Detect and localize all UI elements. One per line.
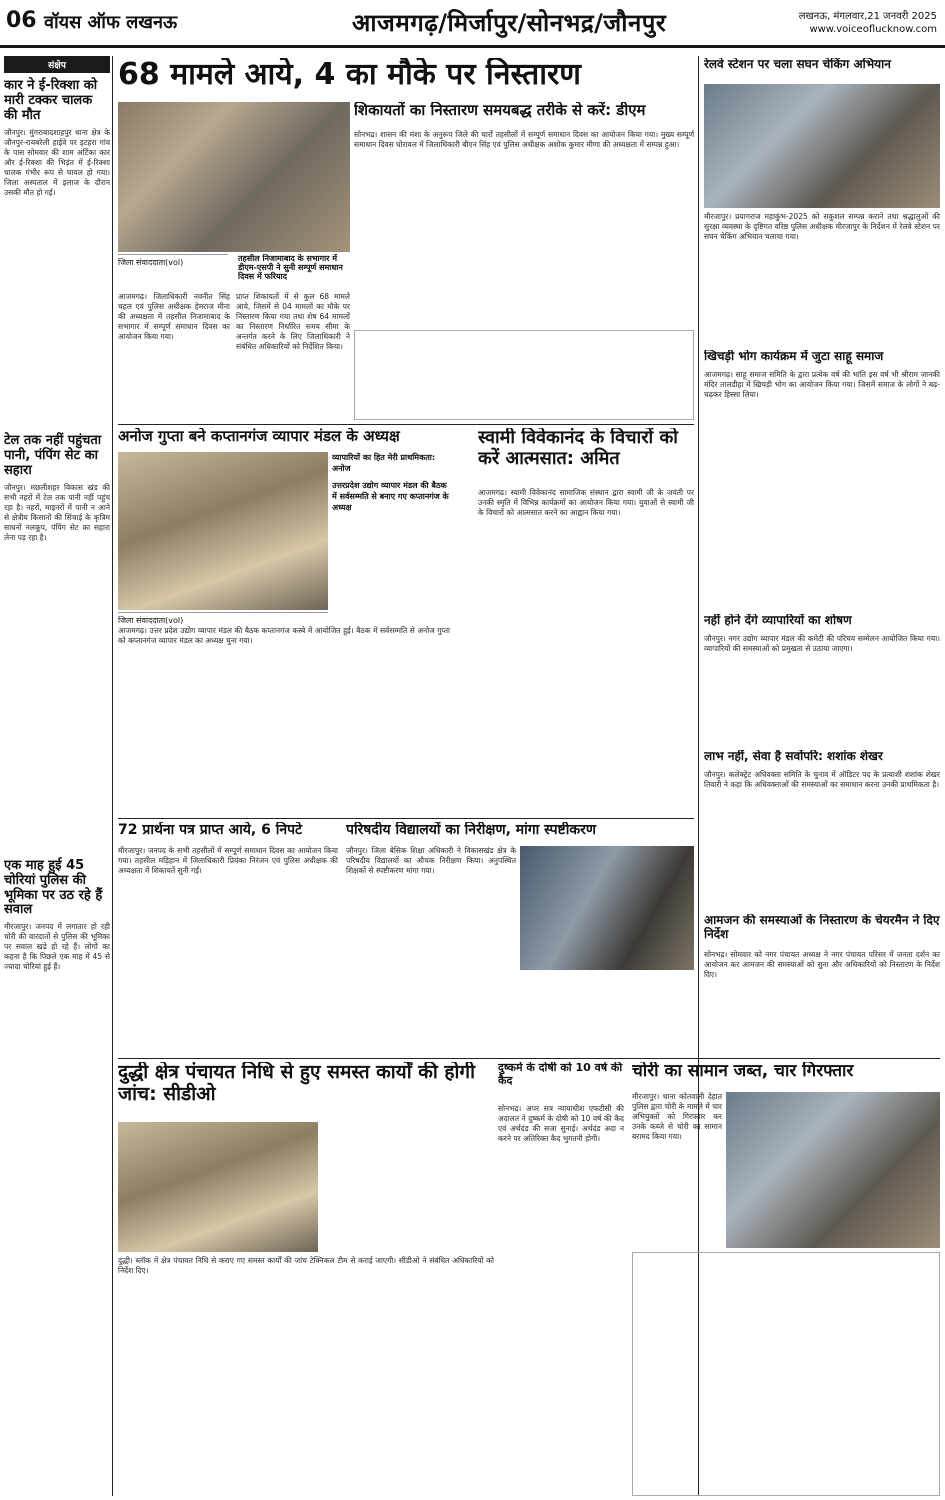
left-story2-headline: टेल तक नहीं पहुंचता पानी, पंपिंग सेट का सहारा bbox=[4, 432, 102, 478]
bottom-divider bbox=[118, 1058, 940, 1059]
bottom-story1-headline: दुद्धी क्षेत्र पंचायत निधि से हुए समस्त कार्यों की होगी जांच: सीडीओ bbox=[118, 1062, 475, 1105]
dateline bbox=[799, 10, 937, 36]
right-story5-body: सोनभद्र। सोमवार को नगर पंचायत अध्यक्ष ने नगर पंचायत परिसर में जनता दर्शन का आयोजन कर आमजन की समस्याओं को सुना और अधिकारियों को निस्तारण के निर्देश दिए। bbox=[704, 950, 940, 979]
right-story1-body: मीरजापुर। प्रयागराज महाकुंभ-2025 को सकुशल सम्पन्न कराने तथा श्रद्धालुओं की सुरक्षा व्यवस्था के दृष्टिगत वरिष्ठ पुलिस अधीक्षक मीरजापुर के निर्देशन में रेलवे स्टेशन पर सघन चेकिंग अभियान चलाया गया। bbox=[704, 212, 940, 241]
mid-story4-photo bbox=[520, 846, 694, 970]
bottom-story3-headline: चोरी का सामान जब्त, चार गिरफ्तार bbox=[632, 1062, 854, 1081]
middle-divider-2 bbox=[118, 818, 694, 819]
mid-story3-headline: 72 प्रार्थना पत्र प्राप्त आये, 6 निपटे bbox=[118, 822, 303, 838]
bottom-story1-photo bbox=[118, 1122, 318, 1252]
mid-story2-body: आजमगढ़। स्वामी विवेकानंद सामाजिक संस्थान द्वारा स्वामी जी के जयंती पर उनकी स्मृति में विभिन्न कार्यक्रमों का आयोजन किया गया। युवाओं से स्वामी जी के विचारों को आत्मसात करने का आह्वान किया गया। bbox=[478, 488, 694, 517]
left-column bbox=[4, 56, 110, 1496]
right-story3-headline: नहीं होने देंगे व्यापारियों का शोषण bbox=[704, 614, 852, 627]
mid-story2-headline: स्वामी विवेकानंद के विचारों को करें आत्मसात: अमित bbox=[478, 428, 678, 469]
bottom-story2-body: सोनभद्र। अपर सत्र न्यायाधीश एफटीसी की अदालत ने दुष्कर्म के दोषी को 10 वर्ष की कैद एवं अर्थदंड की सजा सुनाई। अर्थदंड अदा न करने पर अतिरिक्त कैद भुगतनी होगी। bbox=[498, 1104, 624, 1143]
left-story1-headline: कार ने ई-रिक्शा को मारी टक्कर चालक की मौत bbox=[4, 78, 98, 123]
right-story2-body: आजमगढ़। साहू समाज समिति के द्वारा प्रत्येक वर्ष की भांति इस वर्ष भी श्रीराम जानकी मंदिर तालडीहा में खिचड़ी भोग का आयोजन किया गया। जिसमें समाज के लोगों ने बढ़-चढ़कर हिस्सा लिया। bbox=[704, 370, 940, 399]
left-story1-body: जौनपुर। मुंगराबादशाहपुर थाना क्षेत्र के जौनपुर-रायबरेली हाईवे पर इटहरा गांव के पास सोमवार की शाम अर्टिका कार और ई-रिक्शा की भिड़ंत में ई-रिक्शा चालक गंभीर रूप से घायल हो गया। जिला अस्पताल में इलाज के दौरान उसकी मौत हो गई। bbox=[4, 127, 110, 197]
bottom-story3-photo bbox=[726, 1092, 940, 1248]
main-body-right: सोनभद्र। शासन की मंशा के अनुरूप जिले की चारों तहसीलों में सम्पूर्ण समाधान दिवस का आयोजन किया गया। मुख्य सम्पूर्ण समाधान दिवस घोरावल में जिलाधिकारी बीएन सिंह एवं पुलिस अधीक्षक अशोक कुमार मीणा की अध्यक्षता में सम्पन्न हुआ। bbox=[354, 130, 694, 149]
right-story5-headline: आमजन की समस्याओं के निस्तारण के चेयरमैन ने दिए निर्देश bbox=[704, 914, 940, 941]
right-story1-photo bbox=[704, 84, 940, 208]
right-story3-body: जौनपुर। नगर उद्योग व्यापार मंडल की कमेटी की परिचय सम्मेलन आयोजित किया गया। व्यापारियों की समस्याओं को प्रमुखता से उठाया जाएगा। bbox=[704, 634, 940, 653]
page-number: 06 bbox=[6, 8, 37, 33]
right-story4-body: जौनपुर। कलेक्ट्रेट अधिवक्ता समिति के चुनाव में ऑडिटर पद के प्रत्याशी शशांक शेखर तिवारी ने कहा कि अधिवक्ताओं की समस्याओं का समाधान करना उनकी प्राथमिकता है। bbox=[704, 770, 940, 789]
mid-story1-photo bbox=[118, 452, 328, 610]
left-story2-body: जौनपुर। मछलीशहर विकास खंड की सभी नहरों में टेल तक पानी नहीं पहुंच रहा है। नहरों, माइनरों में पानी न आने से क्षेत्रीय किसानों की सिंचाई के कृत्रिम साधनों नलकूप, पंपिंग सेट का सहारा लेना पड़ रहा है। bbox=[4, 482, 110, 542]
column-divider-left bbox=[112, 56, 113, 1496]
right-story2-headline: खिचड़ी भोग कार्यक्रम में जुटा साहू समाज bbox=[704, 350, 884, 363]
mid-story1-bullets bbox=[332, 452, 450, 610]
main-subheadline: शिकायतों का निस्तारण समयबद्ध तरीके से करें: डीएम bbox=[354, 102, 646, 119]
bottom-story3-body: मीरजापुर। थाना कोतवाली देहात पुलिस द्वारा चोरी के मामले में चार अभियुक्तों को गिरफ्तार कर उनके कब्जे से चोरी का सामान बरामद किया गया। bbox=[632, 1092, 722, 1141]
mid-story1-headline: अनोज गुप्ता बने कप्तानगंज व्यापार मंडल के अध्यक्ष bbox=[118, 428, 400, 445]
region-title: आजमगढ़/मिर्जापुर/सोनभद्र/जौनपुर bbox=[352, 9, 667, 37]
left-story3-headline: एक माह हुई 45 चोरियां पुलिस की भूमिका पर उठ रहे हैं सवाल bbox=[4, 857, 103, 918]
paper-name: वॉयस ऑफ लखनऊ bbox=[44, 12, 178, 33]
bottom-story2-headline: दुष्कर्म के दोषी को 10 वर्ष की कैद bbox=[498, 1062, 623, 1087]
brief-tag: संक्षेप bbox=[4, 56, 110, 73]
website-link[interactable]: www.voiceoflucknow.com bbox=[809, 24, 937, 35]
mid-story4-body: जौनपुर। जिला बेसिक शिक्षा अधिकारी ने विकासखंड क्षेत्र के परिषदीय विद्यालयों का औचक निरीक्षण किया। अनुपस्थित शिक्षकों से स्पष्टीकरण मांगा गया। bbox=[346, 846, 516, 875]
main-body-left: आजमगढ़। जिलाधिकारी नवनीत सिंह चहल एवं पुलिस अधीक्षक हेमराज मीना की अध्यक्षता में तहसील निजामाबाद के सभागार में सम्पूर्ण समाधान दिवस का आयोजन किया गया। bbox=[118, 292, 230, 341]
date-text: लखनऊ, मंगलवार,21 जनवरी 2025 bbox=[798, 11, 937, 22]
right-story1-headline: रेलवे स्टेशन पर चला सघन चेकिंग अभियान bbox=[704, 58, 891, 71]
mid-story1-bullet: उत्तरप्रदेश उद्योग व्यापार मंडल की बैठक में सर्वसम्मति से बनाए गए कप्तानगंज के अध्यक्ष bbox=[332, 481, 449, 512]
left-story3-body: मीरजापुर। जनपद में लगातार हो रही चोरी की वारदातों से पुलिस की भूमिका पर सवाल खड़े हो रहे हैं। लोगों का कहना है कि पिछले एक माह में 45 से ज्यादा चोरियां हुई हैं। bbox=[4, 922, 110, 972]
mid-story3-body: मीरजापुर। जनपद के सभी तहसीलों में सम्पूर्ण समाधान दिवस का आयोजन किया गया। तहसील मड़िहान में जिलाधिकारी प्रियंका निरंजन एवं पुलिस अधीक्षक की अध्यक्षता में शिकायतें सुनी गईं। bbox=[118, 846, 338, 875]
mid-story1-caption: जिला संवाददाता(vol) bbox=[118, 612, 328, 624]
main-photo bbox=[118, 102, 350, 252]
mid-story1-bullet: व्यापारियों का हित मेरी प्राथमिकता: अनोज bbox=[332, 453, 436, 473]
bottom-story3-body-continued bbox=[632, 1252, 940, 1496]
main-body-continued bbox=[354, 330, 694, 420]
right-story4-headline: लाभ नहीं, सेवा है सर्वोपरि: शशांक शेखर bbox=[704, 750, 883, 763]
masthead bbox=[0, 0, 945, 48]
mid-story4-headline: परिषदीय विद्यालयों का निरीक्षण, मांगा स्पष्टीकरण bbox=[346, 822, 596, 838]
main-photo-caption: जिला संवाददाता(vol) bbox=[118, 254, 228, 268]
mid-story1-body: आजमगढ़। उत्तर प्रदेश उद्योग व्यापार मंडल की बैठक कप्तानगंज कस्बे में आयोजित हुई। बैठक में सर्वसम्मति से अनोज गुप्ता को कप्तानगंज व्यापार मंडल का अध्यक्ष चुना गया। bbox=[118, 626, 450, 645]
main-headline: 68 मामले आये, 4 का मौके पर निस्तारण bbox=[118, 58, 581, 92]
main-body-mid: प्राप्त शिकायतों में से कुल 68 मामले आये, जिसमें से 04 मामलों का मौके पर निस्तारण किया गया तथा शेष 64 मामलों का निस्तारण निर्धारित समय सीमा के अन्तर्गत करने के लिए जिलाधिकारी ने संबंधित अधिकारियों को निर्देशित किया। bbox=[236, 292, 350, 351]
bottom-story1-body: दुद्धी। ब्लॉक में क्षेत्र पंचायत निधि से कराए गए समस्त कार्यों की जांच टेक्निकल टीम से कराई जाएगी। सीडीओ ने संबंधित अधिकारियों को निर्देश दिए। bbox=[118, 1256, 494, 1275]
middle-divider bbox=[118, 424, 694, 425]
main-photo-subcaption: तहसील निजामाबाद के सभागार में डीएम-एसपी ने सुनी सम्पूर्ण समाधान दिवस में फरियाद bbox=[238, 254, 343, 282]
